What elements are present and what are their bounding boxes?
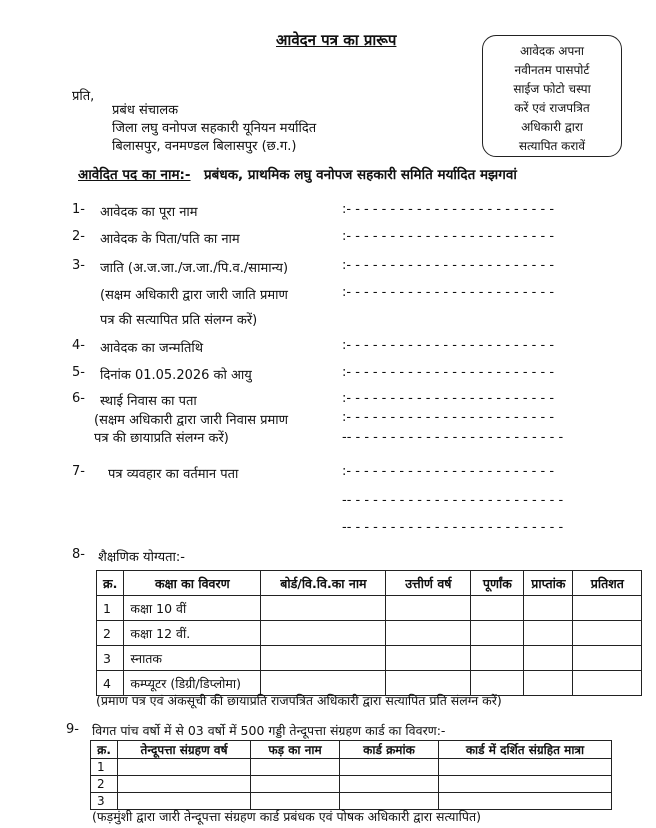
row-number: 3 (97, 646, 124, 671)
fill-line[interactable]: :- - - - - - - - - - - - - - - - - - - - - - - - (342, 391, 555, 406)
table-cell[interactable] (524, 671, 573, 696)
table-row (97, 646, 642, 671)
addressee-line: जिला लघु वनोपज सहकारी यूनियन मर्यादित (112, 121, 317, 136)
table-cell[interactable] (386, 596, 471, 621)
table-header: प्राप्तांक (524, 571, 573, 596)
table-header-row (91, 741, 612, 759)
table-cell[interactable] (118, 793, 251, 810)
table-header: कक्षा का विवरण (124, 571, 261, 596)
field-label-caste: जाति (अ.ज.जा./ज.जा./पि.व./सामान्य) (100, 261, 289, 276)
row-label: कम्प्यूटर (डिग्री/डिप्लोमा) (124, 671, 261, 696)
table-row (91, 776, 612, 793)
table-cell[interactable] (261, 596, 386, 621)
field-note: पत्र की छायाप्रति संलग्न करें) (94, 431, 229, 446)
table-cell[interactable] (261, 621, 386, 646)
item-number: 4- (72, 338, 85, 353)
row-number: 3 (91, 793, 118, 810)
table-cell[interactable] (340, 776, 439, 793)
education-note: (प्रमाण पत्र एवं अंकसूची की छायाप्रति राजपत्रित अधिकारी द्वारा सत्यापित प्रति संलग्न करें) (96, 693, 502, 708)
table-cell[interactable] (471, 646, 524, 671)
table-header: प्रतिशत (573, 571, 642, 596)
table-cell[interactable] (439, 776, 612, 793)
education-table (96, 570, 642, 696)
tendupatta-note: (फड़मुंशी द्वारा जारी तेन्दूपत्ता संग्रहण कार्ड प्रबंधक एवं पोषक अधिकारी द्वारा सत्यापित) (92, 809, 481, 824)
item-number: 6- (72, 391, 85, 406)
table-cell[interactable] (573, 621, 642, 646)
table-header: क्र. (97, 571, 124, 596)
table-cell[interactable] (340, 759, 439, 776)
table-cell[interactable] (439, 759, 612, 776)
field-label-father-name: आवेदक के पिता/पति का नाम (100, 232, 240, 247)
field-note: (सक्षम अधिकारी द्वारा जारी निवास प्रमाण (94, 413, 289, 428)
table-cell[interactable] (386, 621, 471, 646)
table-cell[interactable] (524, 596, 573, 621)
salutation: प्रति, (72, 89, 95, 104)
table-header-row (97, 571, 642, 596)
row-number: 1 (91, 759, 118, 776)
table-cell[interactable] (118, 776, 251, 793)
field-label-permanent-address: स्थाई निवास का पता (100, 394, 197, 409)
row-label: कक्षा 10 वीं (124, 596, 261, 621)
post-label: आवेदित पद का नाम:- (78, 167, 191, 183)
fill-line[interactable]: :- - - - - - - - - - - - - - - - - - - - - - - - (342, 229, 555, 244)
table-row (91, 793, 612, 810)
item-number: 2- (72, 229, 85, 244)
field-note: (सक्षम अधिकारी द्वारा जारी जाति प्रमाण (100, 288, 288, 303)
table-cell[interactable] (251, 793, 340, 810)
item-number: 9- (66, 722, 79, 737)
row-number: 2 (91, 776, 118, 793)
table-cell[interactable] (573, 671, 642, 696)
table-cell[interactable] (118, 759, 251, 776)
item-number: 1- (72, 202, 85, 217)
photo-instruction-line: आवेदक अपना (519, 44, 585, 58)
row-number: 4 (97, 671, 124, 696)
item-number: 7- (72, 464, 85, 479)
table-cell[interactable] (573, 596, 642, 621)
table-header: फड़ का नाम (251, 741, 340, 759)
table-cell[interactable] (251, 776, 340, 793)
table-cell[interactable] (386, 646, 471, 671)
table-header: तेन्दूपत्ता संग्रहण वर्ष (118, 741, 251, 759)
table-cell[interactable] (251, 759, 340, 776)
table-row (97, 621, 642, 646)
row-number: 1 (97, 596, 124, 621)
table-cell[interactable] (439, 793, 612, 810)
table-cell[interactable] (471, 596, 524, 621)
fill-line[interactable]: :- - - - - - - - - - - - - - - - - - - - - - - - (342, 410, 555, 425)
field-note: पत्र की सत्यापित प्रति संलग्न करें) (100, 313, 258, 328)
table-cell[interactable] (524, 621, 573, 646)
table-header: क्र. (91, 741, 118, 759)
photo-instruction-line: सत्यापित करावें (518, 139, 586, 153)
tendupatta-table (90, 740, 612, 810)
item-number: 8- (72, 547, 85, 562)
fill-line[interactable]: :- - - - - - - - - - - - - - - - - - - - - - - - (342, 202, 555, 217)
table-row (97, 596, 642, 621)
fill-line[interactable]: -- - - - - - - - - - - - - - - - - - - - - - - - - (342, 520, 564, 535)
fill-line[interactable]: :- - - - - - - - - - - - - - - - - - - - - - - - (342, 365, 555, 380)
photo-box (482, 35, 622, 157)
photo-instruction-line: साईज फोटो चस्पा (513, 82, 591, 96)
fill-line[interactable]: -- - - - - - - - - - - - - - - - - - - - - - - - - (342, 430, 564, 445)
row-label: स्नातक (124, 646, 261, 671)
photo-instruction-line: नवीनतम पासपोर्ट (514, 63, 590, 77)
table-row (91, 759, 612, 776)
addressee-line: बिलासपुर, वनमण्डल बिलासपुर (छ.ग.) (112, 139, 297, 154)
item-number: 3- (72, 258, 85, 273)
field-label-dob: आवेदक का जन्मतिथि (100, 341, 204, 356)
table-header: बोर्ड/वि.वि.का नाम (261, 571, 386, 596)
fill-line[interactable]: :- - - - - - - - - - - - - - - - - - - - - - - - (342, 338, 555, 353)
section-label-education: शैक्षणिक योग्यता:- (98, 550, 185, 565)
fill-line[interactable]: :- - - - - - - - - - - - - - - - - - - - - - - - (342, 464, 555, 479)
field-label-name: आवेदक का पूरा नाम (100, 205, 198, 220)
table-header: कार्ड क्रमांक (340, 741, 439, 759)
row-number: 2 (97, 621, 124, 646)
fill-line[interactable]: :- - - - - - - - - - - - - - - - - - - - - - - - (342, 285, 555, 300)
fill-line[interactable]: :- - - - - - - - - - - - - - - - - - - - - - - - (342, 258, 555, 273)
photo-instruction-line: अधिकारी द्वारा (521, 120, 583, 134)
section-label-tendupatta: विगत पांच वर्षो में से 03 वर्षो में 500 गड्डी तेन्दूपत्ता संग्रहण कार्ड का विवरण:- (92, 723, 446, 738)
item-number: 5- (72, 365, 85, 380)
photo-instruction-line: करें एवं राजपत्रित (514, 101, 590, 115)
row-label: कक्षा 12 वीं. (124, 621, 261, 646)
table-cell[interactable] (261, 646, 386, 671)
field-label-age: दिनांक 01.05.2026 को आयु (100, 368, 252, 383)
table-header: कार्ड में दर्शित संग्रहित मात्रा (439, 741, 612, 759)
post-name: प्रबंधक, प्राथमिक लघु वनोपज सहकारी समिति मर्यादित मझगवां (204, 167, 517, 183)
table-cell[interactable] (524, 646, 573, 671)
table-header: उत्तीर्ण वर्ष (386, 571, 471, 596)
page-title: आवेदन पत्र का प्रारूप (276, 31, 397, 49)
field-label-correspondence-address: पत्र व्यवहार का वर्तमान पता (108, 467, 239, 482)
table-cell[interactable] (573, 646, 642, 671)
table-cell[interactable] (340, 793, 439, 810)
table-header: पूर्णांक (471, 571, 524, 596)
addressee-line: प्रबंध संचालक (112, 103, 179, 118)
table-cell[interactable] (471, 621, 524, 646)
fill-line[interactable]: -- - - - - - - - - - - - - - - - - - - - - - - - - (342, 493, 564, 508)
